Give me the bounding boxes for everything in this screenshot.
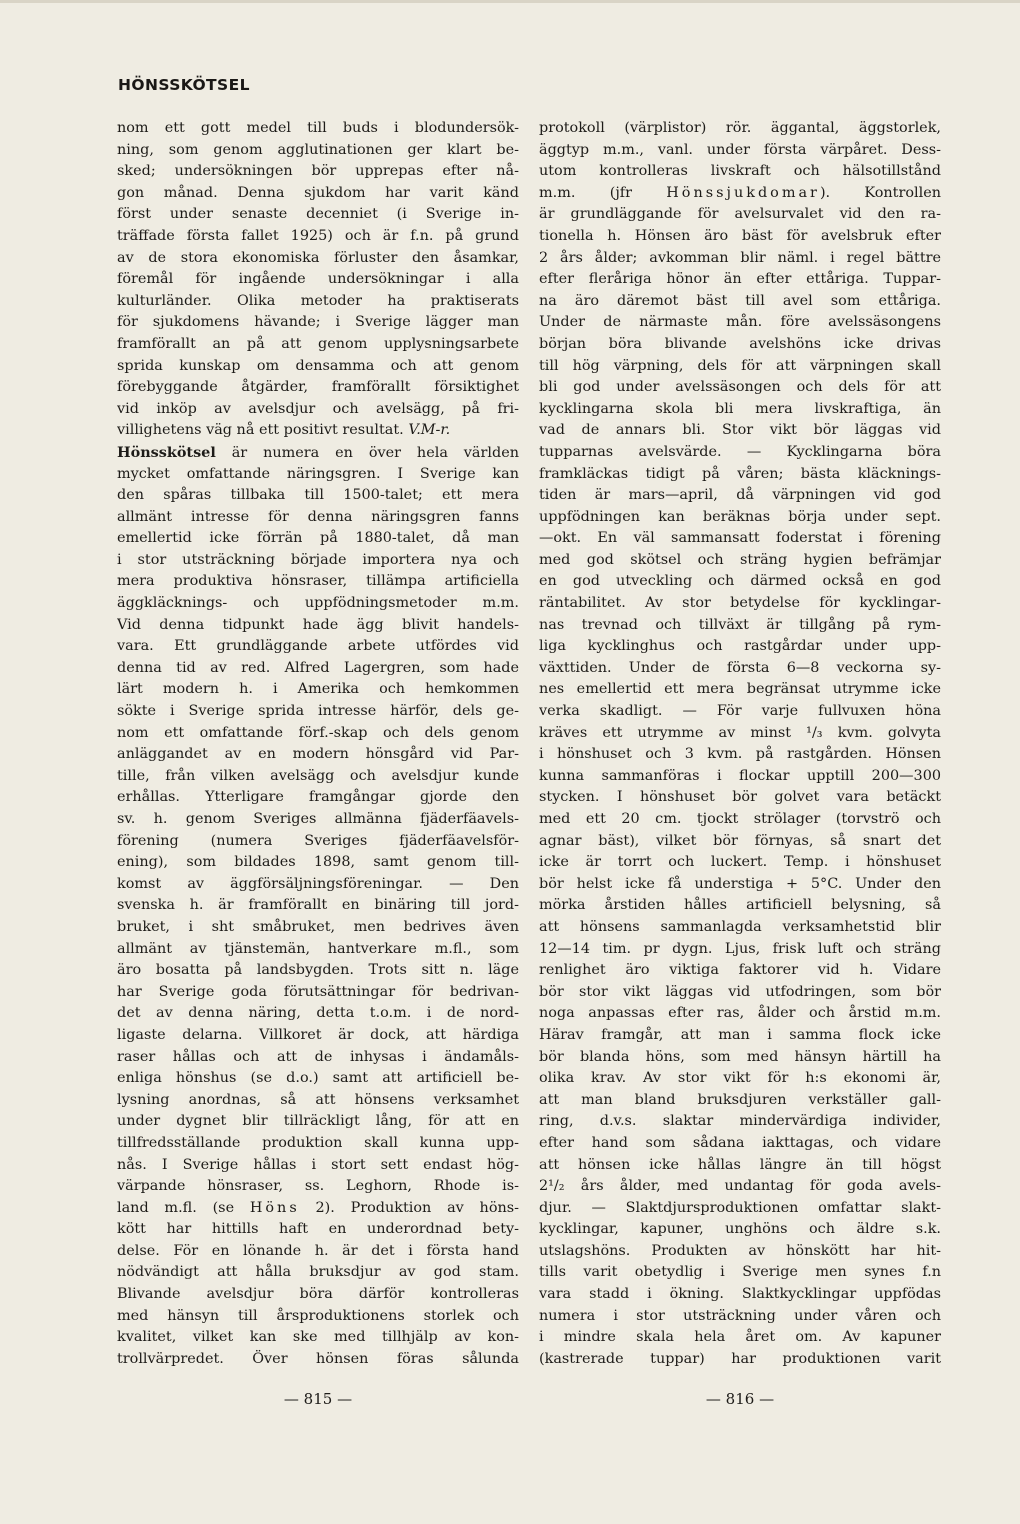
line-text: vara. Ett grundläggande arbete utfördes vid [117, 638, 519, 655]
line-text: vad de annars bli. Stor vikt bör läggas vid [539, 422, 941, 439]
line-text: med hänsyn till årsproduktionens storlek och [117, 1307, 519, 1324]
text-line [539, 809, 941, 831]
text-line [539, 1327, 941, 1349]
line-text: tills varit obetydlig i Sverige men synes f.n [539, 1264, 941, 1281]
text-line [117, 1068, 519, 1090]
line-text: Härav framgår, att man i samma flock icke [539, 1026, 941, 1043]
text-line [117, 183, 519, 205]
text-line [539, 1025, 941, 1047]
line-text: nas trevnad och tillväxt är tillgång på rym- [539, 616, 941, 633]
line-text: är grundläggande för avelsurvalet vid den ra- [539, 206, 941, 223]
line-text: sökte i Sverige sprida intresse härför, dels ge- [117, 703, 519, 720]
line-text: träffade första fallet 1925) och är f.n. på grund [117, 227, 519, 244]
line-text: tille, från vilken avelsägg och avelsdjur kunde [117, 767, 519, 784]
text-line [117, 1025, 519, 1047]
line-text: att hönsens sammanlagda verksamhetstid blir [539, 918, 941, 935]
line-text: land m.fl. (se [117, 1199, 250, 1216]
line-text: lärt modern h. i Amerika och hemkommen [117, 681, 519, 698]
line-text: efter fleråriga hönor än efter ettåriga. Tuppar- [539, 271, 941, 288]
line-text: mycket omfattande näringsgren. I Sverige kan [117, 465, 519, 482]
running-header: HÖNSSKÖTSEL [118, 76, 250, 94]
line-text: kött har hittills haft en underordnad bety- [117, 1221, 519, 1238]
line-text: med ett 20 cm. tjockt strölager (torvströ och [539, 811, 941, 827]
line-text: i mindre skala hela året om. Av kapuner [539, 1329, 941, 1346]
text-line [117, 895, 519, 917]
text-line [539, 226, 941, 248]
line-text: trollvärpredet. Över hönsen föras sålunda [117, 1350, 519, 1367]
text-line [539, 1176, 941, 1198]
line-text: agnar bäst), vilket bör förnyas, så snart det [539, 832, 941, 849]
line-text: olika krav. Av stor vikt för h:s ekonomi är, [539, 1070, 941, 1087]
line-text: protokoll (värplistor) rör. äggantal, äggstorlek, [539, 120, 941, 136]
text-line [117, 464, 519, 486]
text-line [539, 528, 941, 550]
text-line [539, 442, 941, 464]
line-text: framförallt an på att genom upplysningsarbete [117, 335, 519, 352]
line-text: värpande hönsraser, ss. Leghorn, Rhode is- [117, 1178, 519, 1195]
text-line [539, 1306, 941, 1328]
text-line [117, 939, 519, 961]
line-text: i stor utsträckning började importera nya och [117, 551, 519, 568]
text-line [539, 615, 941, 637]
line-text: komst av äggförsäljningsföreningar. — Den [117, 875, 519, 892]
text-line [117, 161, 519, 183]
line-text: verka skadligt. — För varje fullvuxen höna [539, 703, 941, 720]
text-line [539, 507, 941, 529]
text-line [117, 528, 519, 550]
text-line [539, 831, 941, 853]
line-text: att man bland bruksdjuren verkställer gall- [539, 1091, 941, 1108]
line-text: Under de närmaste mån. före avelssäsongens [539, 314, 941, 331]
line-text: denna tid av red. Alfred Lagergren, som hade [117, 659, 519, 676]
text-line [117, 1090, 519, 1112]
line-text: 12—14 tim. pr dygn. Ljus, frisk luft och sträng [539, 940, 941, 957]
line-text: bli god under avelssäsongen och dels för att [539, 379, 941, 396]
line-text: nås. I Sverige hållas i stort sett endast hög- [117, 1156, 519, 1173]
line-text: allmänt av tjänstemän, hantverkare m.fl., som [117, 940, 519, 957]
text-line [117, 874, 519, 896]
line-text: ning, som genom agglutinationen ger klart be- [117, 141, 519, 158]
line-text: kräves ett utrymme av minst ¹/₃ kvm. golvyta [539, 724, 941, 741]
line-text: tiden är mars—april, då värpningen vid god [539, 487, 941, 504]
page-number-left: — 815 — [283, 1390, 353, 1408]
line-text: för sjukdomens hävande; i Sverige lägger man [117, 314, 519, 331]
line-text: ring, d.v.s. slaktar mindervärdiga individer, [539, 1113, 941, 1130]
line-text: bruket, i sht småbruket, men bedrives även [117, 918, 519, 935]
text-line [117, 1198, 519, 1220]
text-line [539, 485, 941, 507]
text-line [117, 550, 519, 572]
author-signature: V.M-r. [408, 422, 451, 439]
line-text: vara stadd i ökning. Slaktkycklingar uppfödas [539, 1286, 941, 1303]
line-text: föremål för ingående undersökningar i alla [117, 271, 519, 288]
line-text: djur. — Slaktdjursproduktionen omfattar slakt- [539, 1199, 941, 1216]
text-line [117, 1262, 519, 1284]
text-line [539, 1219, 941, 1241]
text-line [117, 226, 519, 248]
text-line [539, 183, 941, 205]
text-line [539, 679, 941, 701]
text-line [539, 636, 941, 658]
text-line [117, 852, 519, 874]
text-line [117, 442, 519, 464]
line-text: förebyggande åtgärder, framförallt försiktighet [117, 379, 519, 396]
text-line [117, 1133, 519, 1155]
line-text: av de stora ekonomiska förluster den åsamkar, [117, 249, 519, 266]
text-line [539, 744, 941, 766]
line-text: noga anpassas efter ras, ålder och årstid m.m. [539, 1005, 941, 1022]
line-text: liga kycklinghus och rastgårdar under upp- [539, 638, 941, 655]
line-text: uppfödningen kan beräknas börja under sept. [539, 508, 941, 525]
line-text: ). Kontrollen [819, 184, 941, 201]
line-text: bör stor vikt läggas vid utfodringen, som bör [539, 983, 941, 1000]
text-line [117, 507, 519, 529]
text-line [539, 248, 941, 270]
text-line [117, 248, 519, 270]
line-text: utom kontrolleras livskraft och hälsotillstånd [539, 163, 941, 180]
text-line [539, 204, 941, 226]
text-line [539, 1284, 941, 1306]
text-line [539, 895, 941, 917]
line-text: nom ett omfattande förf.-skap och dels genom [117, 724, 519, 741]
text-line [539, 917, 941, 939]
text-line [539, 291, 941, 313]
text-line [117, 377, 519, 399]
line-text: tionella h. Hönsen äro bäst för avelsbruk efter [539, 227, 941, 244]
text-line [539, 939, 941, 961]
text-line [117, 615, 519, 637]
line-text: bör blanda höns, som med hänsyn härtill ha [539, 1048, 941, 1065]
text-line [117, 1003, 519, 1025]
text-line [117, 1284, 519, 1306]
text-line [117, 356, 519, 378]
text-line [117, 1176, 519, 1198]
line-text: nes emellertid ett mera begränsat utrymme icke [539, 681, 941, 698]
line-text: med god skötsel och sträng hygien befrämjar [539, 551, 941, 568]
line-text: till hög värpning, dels för att värpningen skall [539, 357, 941, 374]
text-line [117, 723, 519, 745]
text-line [117, 787, 519, 809]
line-text: —okt. En väl sammansatt foderstat i förening [539, 530, 941, 547]
text-line [117, 636, 519, 658]
line-text: kulturländer. Olika metoder ha praktiserats [117, 292, 519, 309]
text-line [539, 118, 941, 140]
line-text: kycklingar, kapuner, unghöns och äldre s.k. [539, 1221, 941, 1238]
text-line [539, 571, 941, 593]
text-line [117, 982, 519, 1004]
text-line [117, 291, 519, 313]
line-text: renlighet äro viktiga faktorer vid h. Vidare [539, 962, 941, 979]
line-text: räntabilitet. Av stor betydelse för kycklingar- [539, 595, 941, 612]
line-text: anläggandet av en modern hönsgård vid Par- [117, 746, 519, 763]
page-top-edge [0, 0, 1020, 3]
line-text: Vid denna tidpunkt hade ägg blivit handels- [117, 616, 519, 633]
text-line [539, 766, 941, 788]
text-line [117, 960, 519, 982]
line-text: att hönsen icke hållas längre än till högst [539, 1156, 941, 1173]
text-line [539, 312, 941, 334]
cross-reference: Hönssjukdomar [666, 184, 820, 201]
text-line [539, 399, 941, 421]
text-line [117, 701, 519, 723]
line-text: den spåras tillbaka till 1500-talet; ett mera [117, 487, 519, 504]
line-text: framkläckas tidigt på våren; bästa kläcknings- [539, 465, 941, 482]
line-text: ening), som bildades 1898, samt genom till- [117, 854, 519, 871]
text-line [117, 204, 519, 226]
line-text: 2 års ålder; avkomman blir näml. i regel bättre [539, 249, 941, 266]
text-line [117, 485, 519, 507]
line-text: 2¹/₂ års ålder, med undantag för goda avels- [539, 1178, 941, 1195]
line-text: kycklingarna skola bli mera livskraftiga, än [539, 400, 941, 417]
line-text: i hönshuset och 3 kvm. på rastgården. Hönsen [539, 746, 941, 763]
text-line [539, 334, 941, 356]
line-text: nom ett gott medel till buds i blodundersök- [117, 120, 519, 136]
text-line [539, 852, 941, 874]
text-line [117, 744, 519, 766]
line-text: vid inköp av avelsdjur och avelsägg, på fri- [117, 400, 519, 417]
line-text: icke är torrt och luckert. Temp. i hönshuset [539, 854, 941, 871]
line-text: gon månad. Denna sjukdom har varit känd [117, 184, 519, 201]
line-text: är numera en över hela världen [215, 444, 519, 461]
text-line [539, 356, 941, 378]
text-line [539, 464, 941, 486]
line-text: delse. För en lönande h. är det i första hand [117, 1242, 519, 1259]
text-line [539, 420, 941, 442]
text-line [539, 1133, 941, 1155]
text-line [539, 161, 941, 183]
text-line [117, 399, 519, 421]
text-line [117, 831, 519, 853]
text-line [117, 1047, 519, 1069]
text-line [539, 1198, 941, 1220]
line-text: ligaste delarna. Villkoret är dock, att härdiga [117, 1026, 519, 1043]
text-line [539, 1262, 941, 1284]
line-text: har Sverige goda förutsättningar för bedrivan- [117, 983, 519, 1000]
line-text: stycken. I hönshuset bör golvet vara betäckt [539, 789, 941, 806]
text-line [117, 917, 519, 939]
line-text: na äro däremot bäst till avel som ettåriga. [539, 292, 941, 309]
text-line [117, 1111, 519, 1133]
text-line [117, 571, 519, 593]
line-text: numera i stor utsträckning under våren och [539, 1307, 941, 1324]
text-line [117, 679, 519, 701]
line-text: m.m. (jfr [539, 184, 667, 201]
text-line [117, 140, 519, 162]
line-text: först under senaste decenniet (i Sverige in- [117, 206, 519, 223]
line-text: efter hand som sådana iakttagas, och vidare [539, 1134, 941, 1151]
line-text: Blivande avelsdjur böra därför kontrolleras [117, 1286, 519, 1303]
line-text: tupparnas avelsvärde. — Kycklingarna böra [539, 443, 941, 460]
line-text: lysning anordnas, så att hönsens verksamhet [117, 1091, 519, 1108]
line-text: bör helst icke få understiga + 5°C. Under den [539, 875, 941, 892]
line-text: under dygnet blir tillräckligt lång, för att en [117, 1113, 519, 1130]
text-line [539, 960, 941, 982]
text-line [539, 550, 941, 572]
line-text: mörka årstiden hålles artificiell belysning, så [539, 897, 941, 914]
cross-reference: Höns [249, 1199, 300, 1216]
text-line [117, 1241, 519, 1263]
bold-term: Hönsskötsel [117, 443, 216, 461]
line-text: raser hållas och att de inhysas i ändamåls- [117, 1048, 519, 1065]
text-line [117, 269, 519, 291]
line-text: emellertid icke förrän på 1880-talet, då man [117, 530, 519, 547]
text-line [117, 118, 519, 140]
line-text: kvalitet, vilket kan ske med tillhjälp av kon- [117, 1329, 519, 1346]
line-text: nödvändigt att hålla bruksdjur av god stam. [117, 1264, 519, 1281]
line-text: början böra blivande avelshöns icke drivas [539, 335, 941, 352]
text-line [539, 1047, 941, 1069]
text-line [539, 1155, 941, 1177]
text-line [117, 1219, 519, 1241]
text-line [539, 701, 941, 723]
line-text: det av denna näring, detta t.o.m. i de nord- [117, 1005, 519, 1022]
text-line [117, 312, 519, 334]
line-text: svenska h. är framförallt en binäring till jord- [117, 897, 519, 914]
left-text-column [117, 118, 519, 1370]
text-line [117, 334, 519, 356]
line-text: växttiden. Under de första 6—8 veckorna sy- [539, 659, 941, 676]
text-line [539, 982, 941, 1004]
text-line [539, 1090, 941, 1112]
line-text: mera produktiva hönsraser, tillämpa artificiella [117, 573, 519, 590]
line-text: (kastrerade tuppar) har produktionen varit [539, 1350, 941, 1367]
text-line [539, 269, 941, 291]
text-line [539, 1241, 941, 1263]
text-line [117, 1327, 519, 1349]
text-line [117, 766, 519, 788]
line-text: enliga hönshus (se d.o.) samt att artificiell be- [117, 1070, 519, 1087]
line-text: sked; undersökningen bör upprepas efter nå- [117, 163, 519, 180]
line-text: utslagshöns. Produkten av hönskött har hit- [539, 1242, 941, 1259]
text-line [117, 593, 519, 615]
line-text: sv. h. genom Sveriges allmänna fjäderfäavels- [117, 811, 519, 827]
line-text: allmänt intresse för denna näringsgren fanns [117, 508, 519, 525]
text-line [539, 377, 941, 399]
text-line [539, 1349, 941, 1371]
text-line [539, 1111, 941, 1133]
line-text: förening (numera Sveriges fjäderfäavelsför- [117, 832, 519, 849]
text-line [539, 140, 941, 162]
line-text: äggkläcknings- och uppfödningsmetoder m.m. [117, 595, 519, 612]
text-line [539, 593, 941, 615]
line-text: kunna sammanföras i flockar upptill 200—300 [539, 767, 941, 784]
text-line [539, 787, 941, 809]
line-text: äro bosatta på landsbygden. Trots sitt n. läge [117, 962, 519, 979]
text-line [117, 1155, 519, 1177]
line-text: erhållas. Ytterligare framgångar gjorde den [117, 789, 519, 806]
line-text: tillfredsställande produktion skall kunna upp- [117, 1134, 519, 1151]
line-text: en god utveckling och därmed också en god [539, 573, 941, 590]
text-line [539, 723, 941, 745]
text-line [117, 658, 519, 680]
line-text: 2). Produktion av höns- [299, 1199, 519, 1216]
text-line [539, 1068, 941, 1090]
page-number-right: — 816 — [705, 1390, 775, 1408]
line-text: äggtyp m.m., vanl. under första värpåret. Dess- [539, 141, 941, 158]
text-line [117, 1349, 519, 1371]
line-text: sprida kunskap om densamma och att genom [117, 357, 519, 374]
text-line [539, 1003, 941, 1025]
text-line [539, 874, 941, 896]
text-line [117, 809, 519, 831]
line-text: villighetens väg nå ett positivt resultat. [117, 422, 409, 439]
text-line [539, 658, 941, 680]
right-text-column [539, 118, 941, 1370]
text-line [117, 1306, 519, 1328]
text-line [117, 420, 519, 442]
